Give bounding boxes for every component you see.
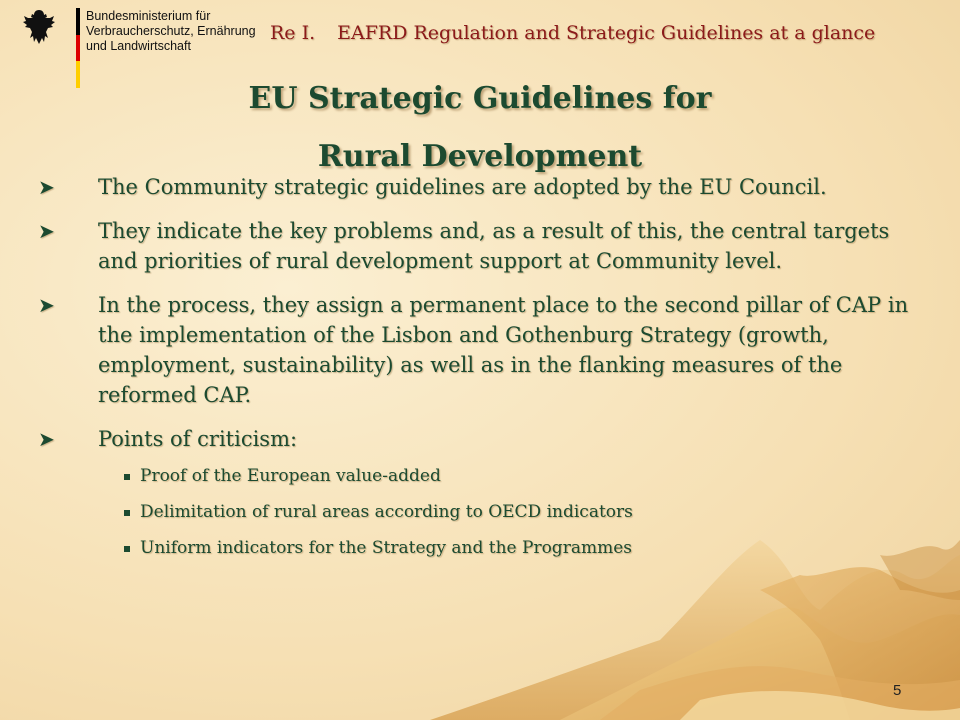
arrow-bullet-icon: ➤ [38,293,55,317]
ministry-line: Verbraucherschutz, Ernährung [86,24,256,38]
federal-eagle-icon [22,8,56,46]
ministry-name [86,9,256,54]
bullet-list [38,172,928,572]
slide-title-line-1: EU Strategic Guidelines for [248,81,712,116]
bullet-item [38,424,928,454]
bullet-text: In the process, they assign a permanent place to the second pillar of CAP in the implementation of the Lisbon and Gothenburg Strategy (growth, employment, sustainability) as well as in the flanking measures of the reformed CAP. [98,293,909,407]
bullet-item [38,290,928,410]
flag-black-stripe [76,8,80,35]
ministry-line: Bundesministerium für [86,9,211,23]
bullet-item [38,216,928,276]
page-number: 5 [893,682,902,699]
arrow-bullet-icon: ➤ [38,175,55,199]
flag-red-stripe [76,35,80,62]
section-header [270,22,930,44]
square-bullet-icon [124,474,130,480]
bullet-text: Points of criticism: [98,427,298,451]
sub-bullet-item [38,536,928,560]
ministry-line: und Landwirtschaft [86,39,191,53]
bullet-item [38,172,928,202]
slide-title [0,70,960,186]
arrow-bullet-icon: ➤ [38,219,55,243]
section-number: Re I. [270,22,316,44]
sub-bullet-item [38,464,928,488]
sub-bullet-list [38,464,928,560]
square-bullet-icon [124,546,130,552]
arrow-bullet-icon: ➤ [38,427,55,451]
sub-bullet-text: Uniform indicators for the Strategy and the Programmes [140,538,632,558]
section-title: EAFRD Regulation and Strategic Guidelines at a glance [337,22,876,44]
slide-title-line-2: Rural Development [317,139,643,174]
bullet-text: They indicate the key problems and, as a result of this, the central targets and priorities of rural development support at Community level. [98,219,890,273]
sub-bullet-text: Delimitation of rural areas according to OECD indicators [140,502,633,522]
bullet-text: The Community strategic guidelines are adopted by the EU Council. [98,175,827,199]
sub-bullet-text: Proof of the European value-added [140,466,441,486]
square-bullet-icon [124,510,130,516]
sub-bullet-item [38,500,928,524]
